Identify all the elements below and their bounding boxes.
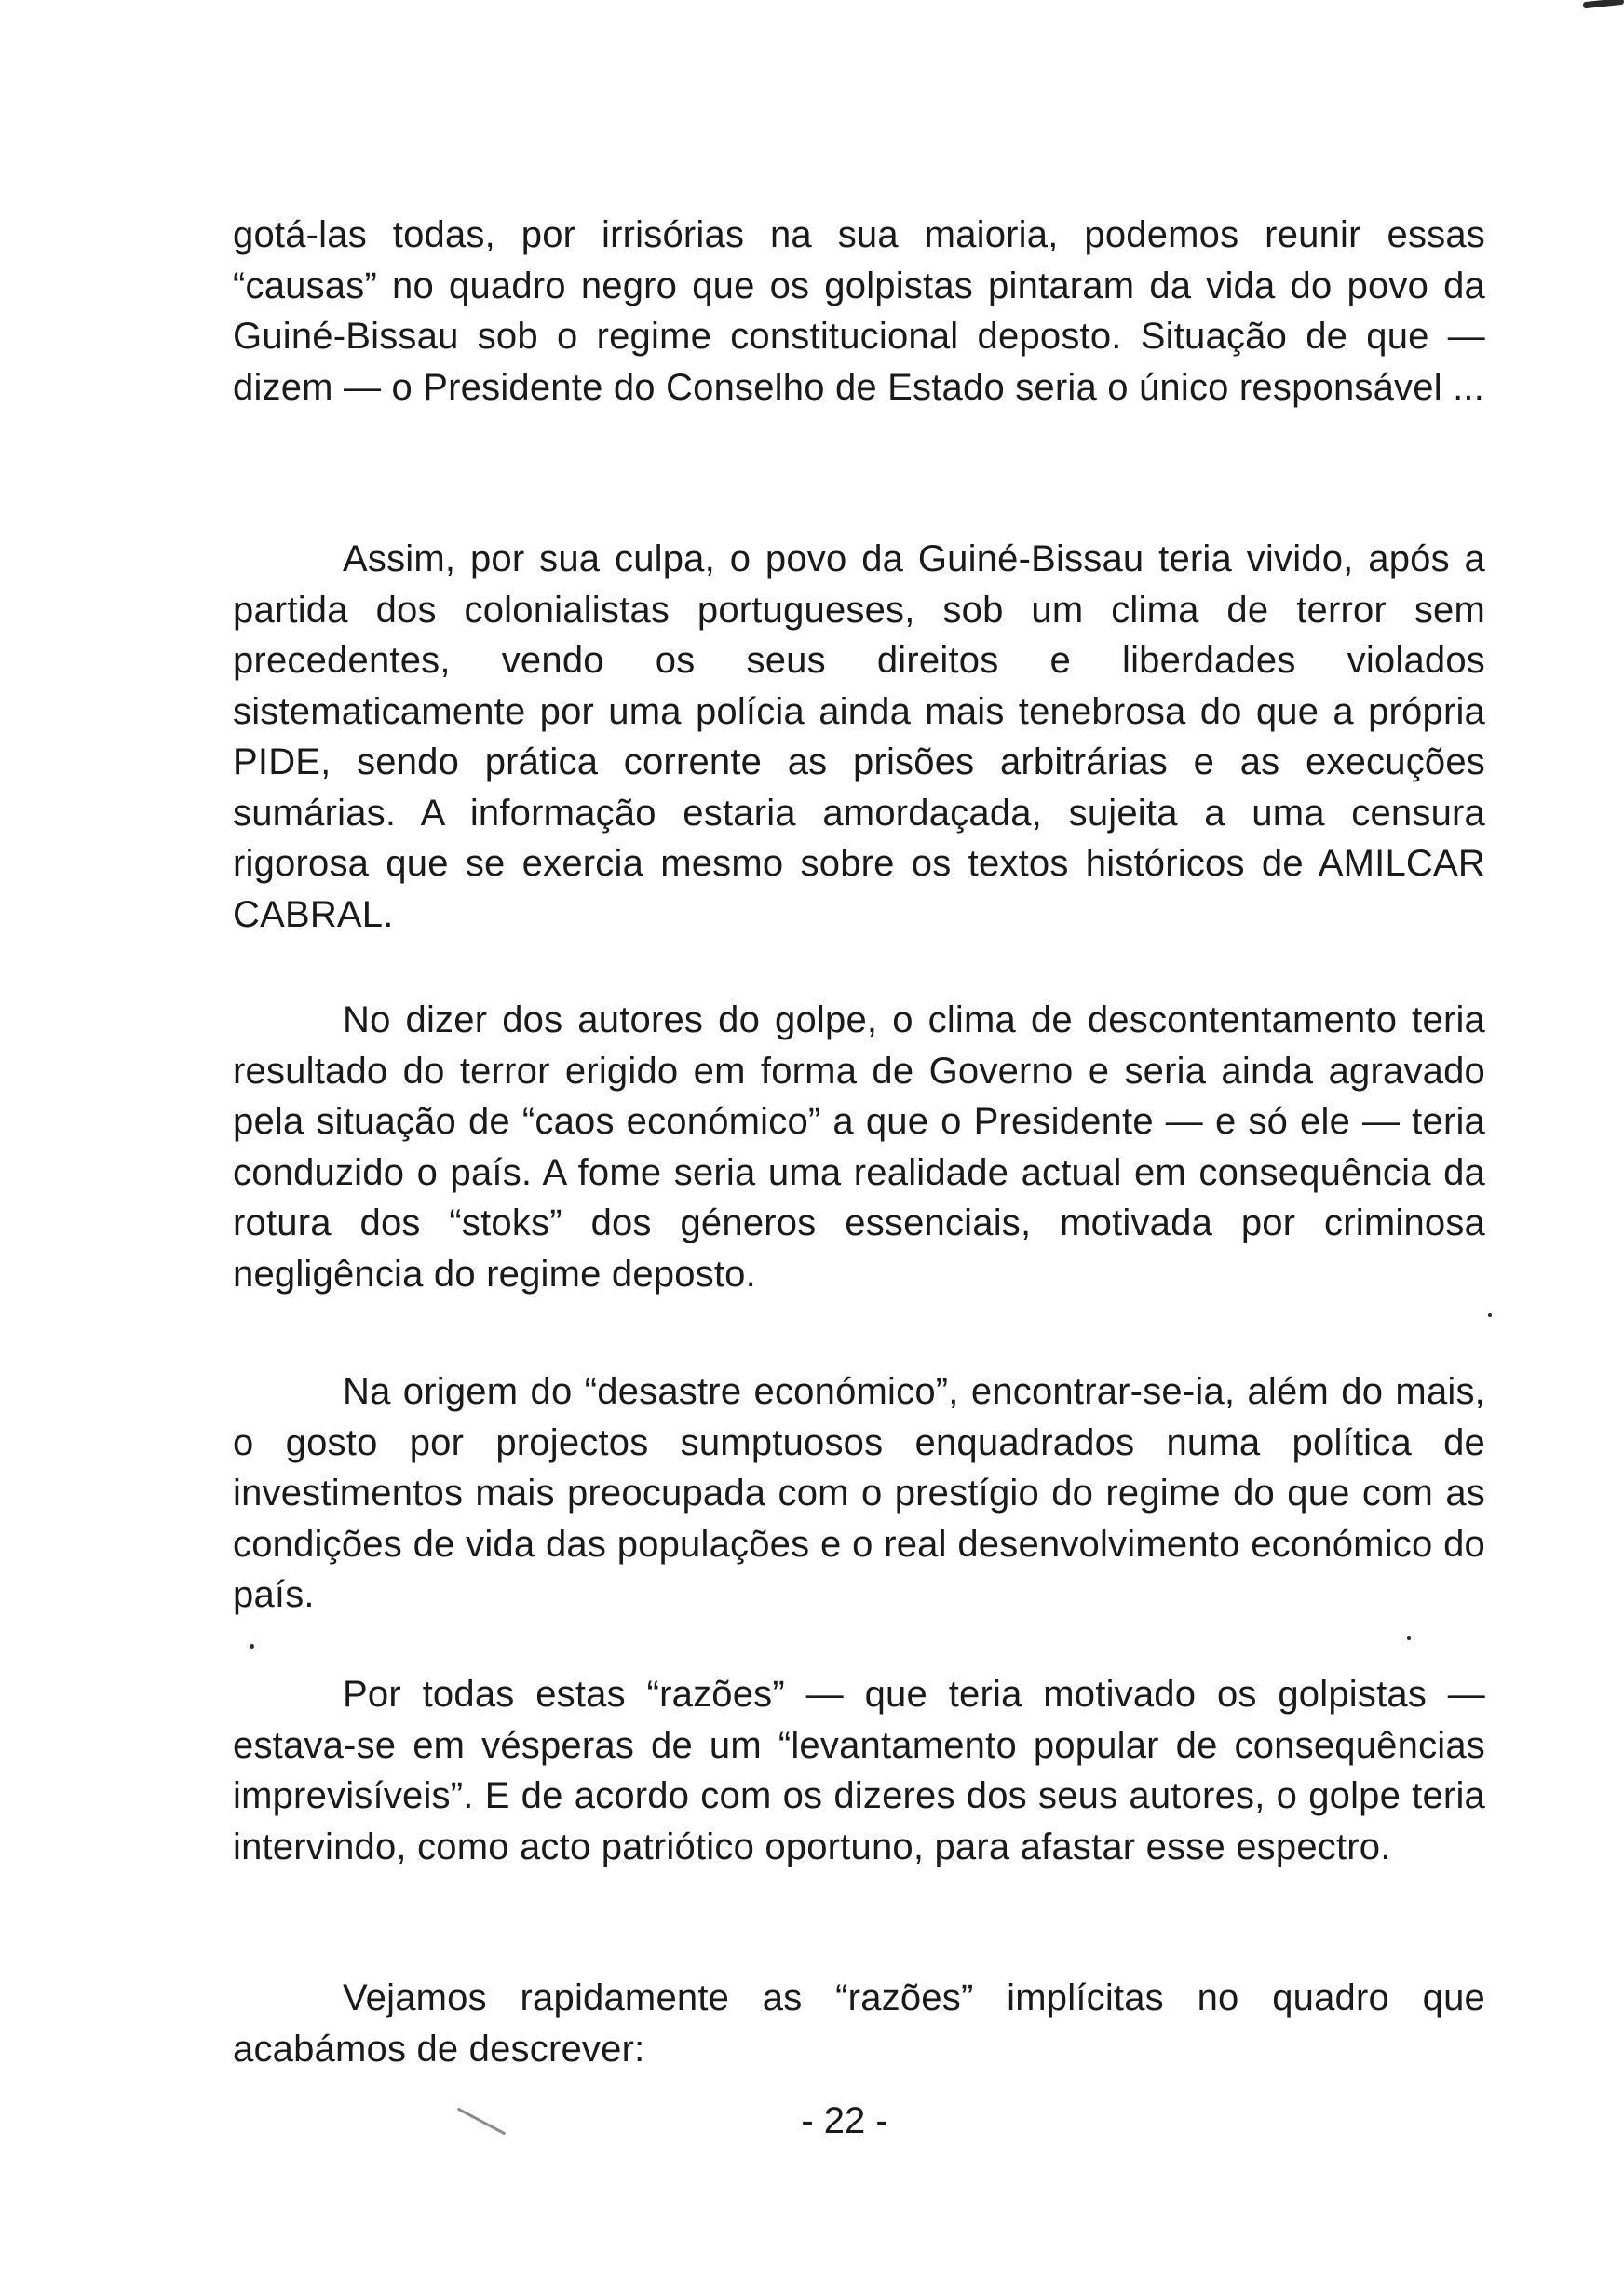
paragraph: Assim, por sua culpa, o povo da Guiné-Bissau teria vivido, após a partida dos colonialistas portugueses, sob um clima de terror sem precedentes, vendo os seus direitos e liberdades violados sistematicamente por uma polícia ainda mais tenebrosa do que a própria PIDE, sendo prática corrente as prisões arbitrárias e as execuções sumárias. A informação estaria amordaçada, sujeita a uma censura rigorosa que se exercia mesmo sobre os textos históricos de AMILCAR CABRAL. — [233, 538, 1485, 935]
page-number: - 22 - — [801, 2100, 888, 2141]
scan-mark — [1583, 0, 1624, 8]
paragraph: Vejamos rapidamente as “razões” implícitas no quadro que acabámos de descrever: — [233, 1977, 1485, 2070]
scan-speck — [1407, 1636, 1411, 1640]
paragraph: Por todas estas “razões” — que teria motivado os golpistas — estava-se em vésperas de um “levantamento popular de consequências imprevisíveis”. E de acordo com os dizeres dos seus autores, o golpe teria intervindo, como acto patriótico oportuno, para afastar esse espectro. — [233, 1674, 1485, 1867]
paragraph: Na origem do “desastre económico”, encontrar-se-ia, além do mais, o gosto por projectos sumptuosos enquadrados numa política de investimentos mais preocupada com o prestígio do regime do que com as condições de vida das populações e o real desenvolvimento económico do país. — [233, 1371, 1485, 1615]
scan-speck — [1488, 1313, 1492, 1317]
paragraph: No dizer dos autores do golpe, o clima de descontentamento teria resultado do terror erigido em forma de Governo e seria ainda agravado pela situação de “caos económico” a que o Presidente — e só ele — teria conduzido o país. A fome seria uma realidade actual em consequência da rotura dos “stoks” dos géneros essenciais, motivada por criminosa negligência do regime deposto. — [233, 999, 1485, 1295]
scan-speck — [250, 1644, 254, 1649]
paragraph-continuation: gotá-las todas, por irrisórias na sua maioria, podemos reunir essas “causas” no quadro negro que os golpistas pintaram da vida do povo da Guiné-Bissau sob o regime constitucional deposto. Situação de que — dizem — o Presidente do Conselho de Estado seria o único responsável ... — [233, 214, 1485, 408]
